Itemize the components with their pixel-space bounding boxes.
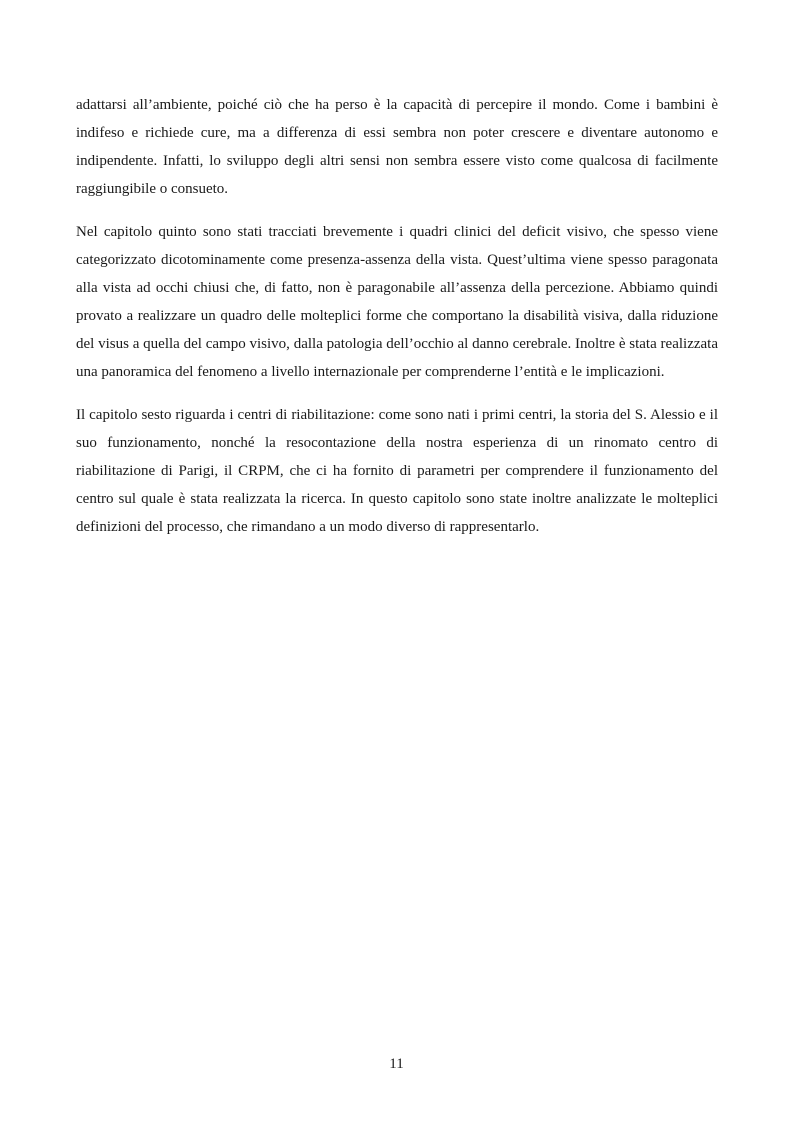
page-number: 11 [389,1056,404,1072]
paragraph-continuation: adattarsi all’ambiente, poiché ciò che ha perso è la capacità di percepire il mondo. Come i bambini è indifeso e richiede cure, ma a differenza di essi sembra non poter crescere e diventare autonomo e indipendente. Infatti, lo sviluppo degli altri sensi non sembra essere visto come qualcosa di facilmente raggiungibile o consueto. [76,97,718,197]
body-text [76,91,718,556]
paragraph-chapter-five: Nel capitolo quinto sono stati tracciati brevemente i quadri clinici del deficit visivo, che spesso viene categorizzato dicotominamente come presenza-assenza della vista. Quest’ultima viene spesso paragonata alla vista ad occhi chiusi che, di fatto, non è paragonabile all’assenza della percezione. Abbiamo quindi provato a realizzare un quadro delle molteplici forme che comportano la disabilità visiva, dalla riduzione del visus a quella del campo visivo, dalla patologia dell’occhio al danno cerebrale. Inoltre è stata realizzata una panoramica del fenomeno a livello internazionale per comprenderne l’entità e le implicazioni. [76,224,718,380]
paragraph-chapter-six: Il capitolo sesto riguarda i centri di riabilitazione: come sono nati i primi centri, la storia del S. Alessio e il suo funzionamento, nonché la resocontazione della nostra esperienza di un rinomato centro di riabilitazione di Parigi, il CRPM, che ci ha fornito di parametri per comprendere il funzionamento del centro sul quale è stata realizzata la ricerca. In questo capitolo sono state inoltre analizzate le molteplici definizioni del processo, che rimandano a un modo diverso di rappresentarlo. [76,407,718,535]
